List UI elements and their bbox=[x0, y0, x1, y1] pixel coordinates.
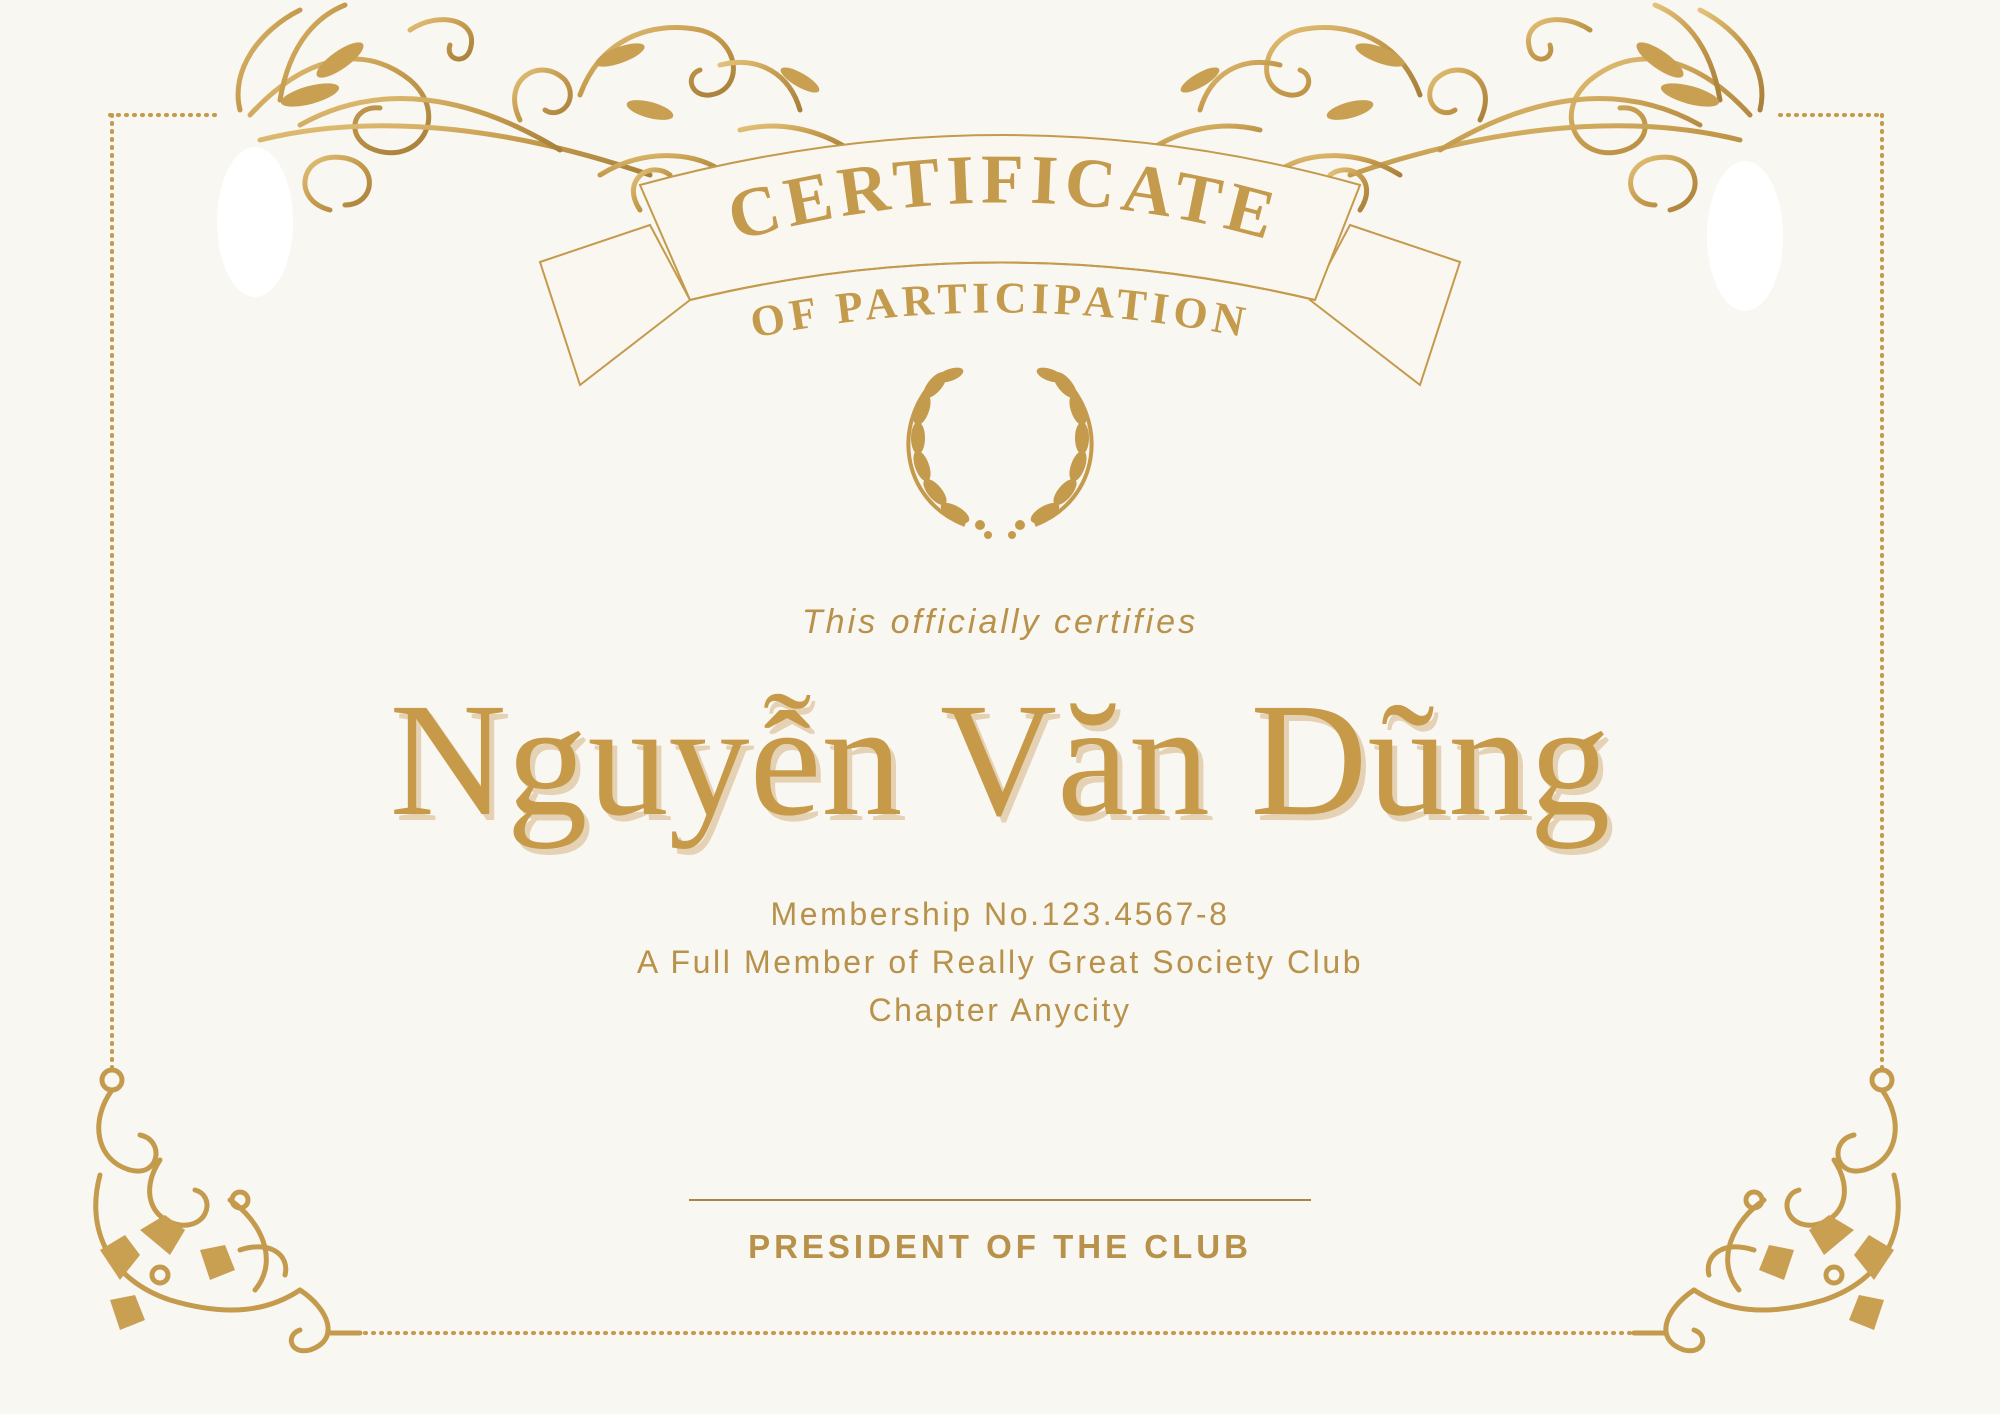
certifies-text: This officially certifies bbox=[801, 603, 1199, 641]
signature-line bbox=[689, 1199, 1311, 1201]
signature-label: PRESIDENT OF THE CLUB bbox=[748, 1228, 1252, 1265]
certificate-subtitle: OF PARTICIPATION bbox=[746, 273, 1254, 348]
certificate-title: CERTIFICATE bbox=[720, 141, 1289, 257]
chapter-text: Chapter Anycity bbox=[868, 992, 1132, 1028]
recipient-name: Nguyễn Văn Dũng bbox=[389, 671, 1611, 850]
membership-details bbox=[0, 890, 2000, 1034]
membership-number: Membership No.123.4567-8 bbox=[770, 896, 1230, 932]
membership-description: A Full Member of Really Great Society Club bbox=[636, 944, 1364, 980]
